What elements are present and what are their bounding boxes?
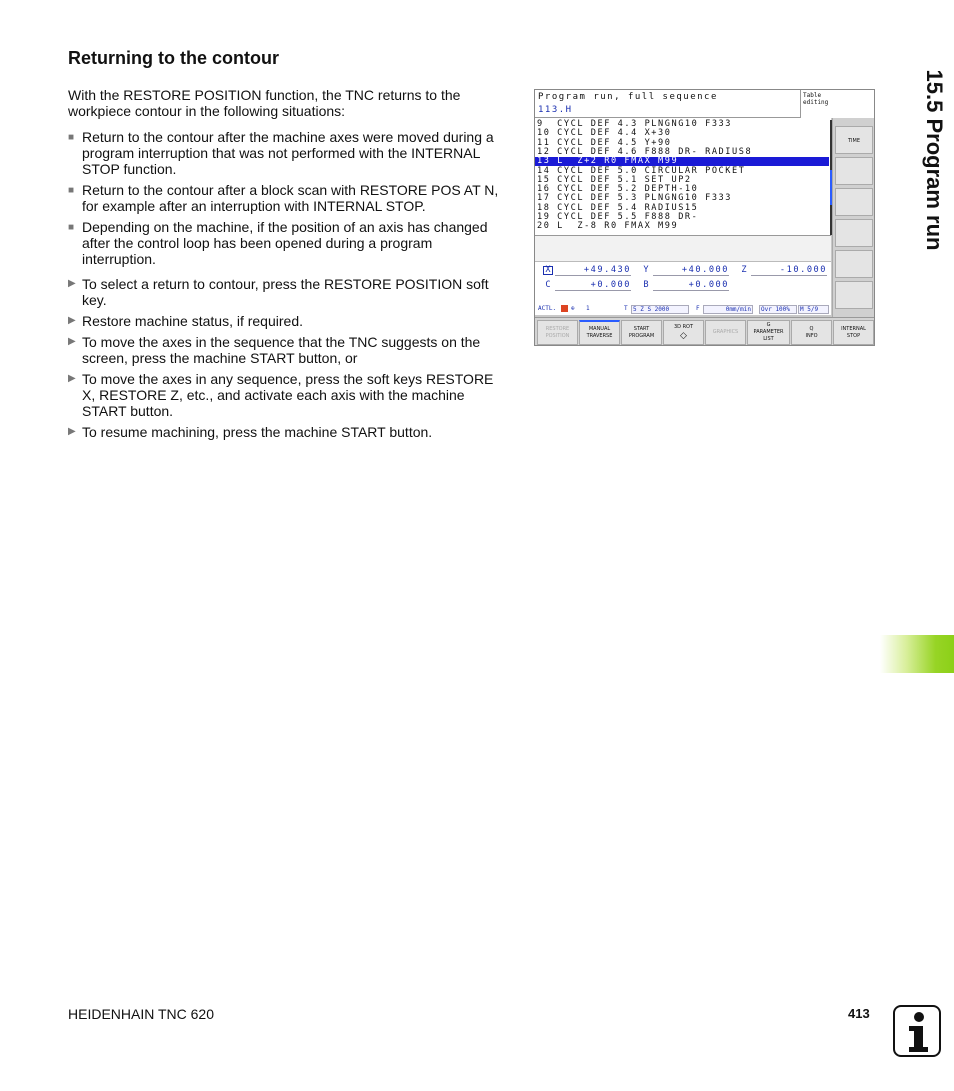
- tool-status-icon: [561, 305, 568, 312]
- list-item: ■ Return to the contour after a block scan with RESTORE POS AT N, for example after an interruption with INTERNAL STOP.: [68, 182, 499, 214]
- triangle-bullet-icon: ▶: [68, 373, 76, 384]
- start-program-softkey[interactable]: START PROGRAM: [621, 320, 662, 345]
- program-line[interactable]: 9 CYCL DEF 4.3 PLNGNG10 F333: [537, 119, 732, 129]
- tool-number: 1: [586, 305, 590, 312]
- f-value: 0mm/min: [703, 305, 753, 314]
- program-line-active[interactable]: 13 L Z+2 R0 FMAX M99: [535, 157, 829, 166]
- tnc-screen: [534, 89, 875, 346]
- vertical-softkey-bar: [832, 118, 874, 317]
- t-value: 5 Z S 2000: [631, 305, 689, 314]
- step-item: ▶ To move the axes in any sequence, press the soft keys RESTORE X, RESTORE Z, etc., and activate each axis with the machine START button.: [68, 371, 494, 419]
- page-number: 413: [848, 1006, 870, 1021]
- status-bar: [535, 303, 831, 315]
- triangle-bullet-icon: ▶: [68, 315, 76, 326]
- situation-list: [68, 129, 510, 267]
- program-line[interactable]: 17 CYCL DEF 5.3 PLNGNG10 F333: [537, 193, 732, 204]
- step-item: ▶ To move the axes in the sequence that the TNC suggests on the screen, press the machine START button, or: [68, 334, 481, 366]
- triangle-bullet-icon: ▶: [68, 426, 76, 437]
- chapter-marker: [880, 635, 954, 673]
- axis-z-label: Z: [741, 265, 747, 275]
- triangle-bullet-icon: ▶: [68, 336, 76, 347]
- side-softkey-3[interactable]: [835, 188, 873, 216]
- program-line[interactable]: 10 CYCL DEF 4.4 X+30: [537, 128, 672, 139]
- program-line[interactable]: 14 CYCL DEF 5.0 CIRCULAR POCKET: [537, 165, 746, 176]
- intro-paragraph: With the RESTORE POSITION function, the TNC returns to the workpiece contour in the following situations:: [68, 87, 461, 119]
- program-line[interactable]: 19 CYCL DEF 5.5 F888 DR-: [537, 212, 699, 222]
- body-text: [68, 87, 510, 449]
- step-list: [68, 276, 510, 440]
- step-item: ▶ Restore machine status, if required.: [68, 313, 303, 329]
- step-item: ▶ To select a return to contour, press the RESTORE POSITION soft key.: [68, 276, 489, 308]
- program-line[interactable]: 11 CYCL DEF 4.5 Y+90: [537, 137, 672, 148]
- side-softkey-6[interactable]: [835, 281, 873, 309]
- axis-y-value: +40.000: [653, 266, 729, 276]
- axis-c-label: C: [545, 280, 551, 290]
- q-info-softkey[interactable]: Q INFO: [791, 320, 832, 345]
- axis-b-label: B: [643, 280, 649, 290]
- internal-stop-softkey[interactable]: INTERNAL STOP: [833, 320, 874, 345]
- axis-x-label: X: [543, 266, 553, 275]
- axis-c-value: +0.000: [555, 281, 631, 291]
- program-line[interactable]: 15 CYCL DEF 5.1 SET UP2: [537, 174, 692, 185]
- file-name: 113.H: [538, 105, 573, 115]
- section-title: Returning to the contour: [68, 48, 279, 68]
- axis-y-label: Y: [643, 265, 649, 275]
- chapter-tab: [914, 40, 954, 280]
- footer-product: HEIDENHAIN TNC 620: [68, 1006, 215, 1022]
- manual-traverse-softkey[interactable]: MANUAL TRAVERSE: [579, 320, 620, 345]
- program-line[interactable]: 16 CYCL DEF 5.2 DEPTH-10: [537, 184, 699, 195]
- 3d-rot-icon: ◇: [680, 331, 687, 341]
- t-label: T: [624, 305, 628, 312]
- program-line[interactable]: 12 CYCL DEF 4.6 F888 DR- RADIUS8: [537, 146, 753, 157]
- restore-position-softkey[interactable]: RESTORE POSITION: [537, 320, 578, 345]
- list-item: ■ Depending on the machine, if the position of an axis has changed after the control loop has been opened during a program interruption.: [68, 219, 488, 267]
- actl-label: ACTL.: [538, 305, 557, 312]
- axis-z-value: -10.000: [751, 266, 827, 276]
- q-parameter-list-softkey[interactable]: G PARAMETER LIST: [747, 320, 790, 345]
- side-softkey-5[interactable]: [835, 250, 873, 278]
- f-label: F: [696, 305, 700, 312]
- table-editing-mode[interactable]: Table editing: [800, 90, 874, 118]
- override-value: Ovr 100%: [759, 305, 797, 314]
- m-function: M 5/9: [798, 305, 829, 314]
- axis-x-value: +49.430: [555, 266, 631, 276]
- step-item: ▶ To resume machining, press the machine START button.: [68, 424, 433, 440]
- axis-b-value: +0.000: [653, 281, 729, 291]
- square-bullet-icon: ■: [68, 185, 75, 196]
- mode-title: Program run, full sequence: [538, 92, 718, 102]
- screen-header: [535, 90, 800, 118]
- empty-panel: [535, 236, 831, 261]
- program-line[interactable]: 20 L Z-8 R0 FMAX M99: [537, 221, 679, 232]
- square-bullet-icon: ■: [68, 132, 75, 143]
- triangle-bullet-icon: ▶: [68, 278, 76, 289]
- side-softkey-2[interactable]: [835, 157, 873, 185]
- program-line[interactable]: 18 CYCL DEF 5.4 RADIUS15: [537, 202, 699, 213]
- graphics-softkey[interactable]: GRAPHICS: [705, 320, 746, 345]
- square-bullet-icon: ■: [68, 222, 75, 233]
- 3d-rot-softkey[interactable]: 3D ROT ◇: [663, 320, 704, 345]
- list-item: ■ Return to the contour after the machine axes were moved during a program interruption that was not performed with the INTERNAL STOP function.: [68, 129, 494, 177]
- info-icon: [893, 1005, 941, 1057]
- side-softkey-4[interactable]: [835, 219, 873, 247]
- chapter-title: 15.5 Program run: [922, 69, 947, 251]
- softkey-bar: [535, 317, 874, 346]
- program-listing: [535, 118, 831, 236]
- time-softkey[interactable]: TIME: [835, 126, 873, 154]
- axis-lock-icon: ⊕: [571, 305, 575, 312]
